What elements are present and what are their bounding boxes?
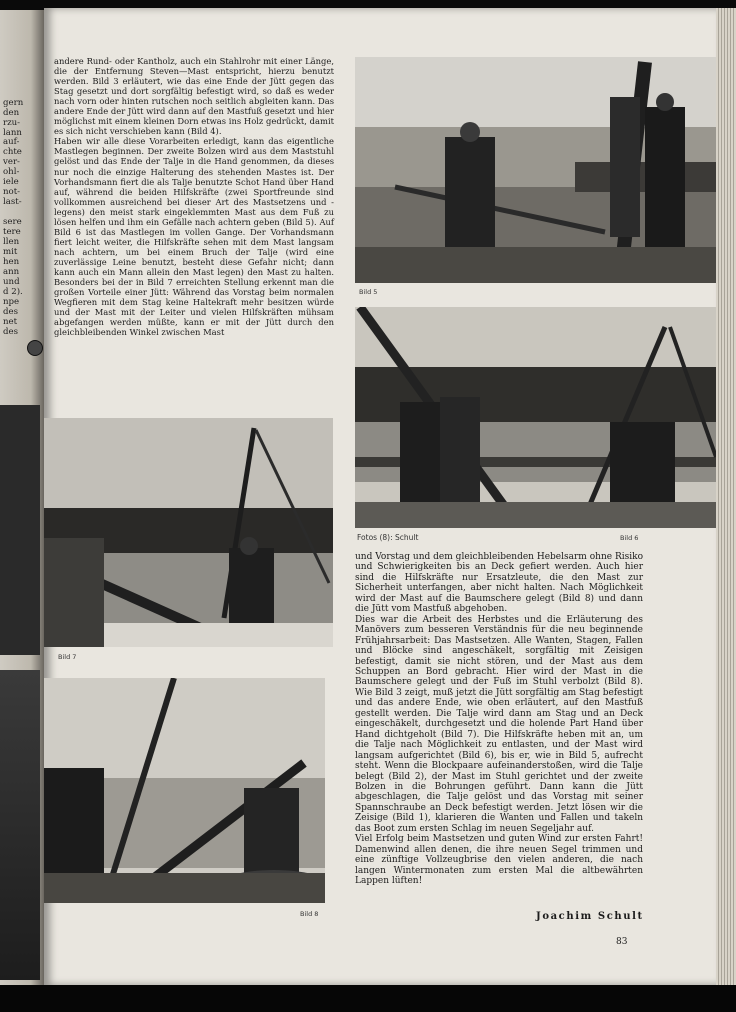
- paragraph: Haben wir alle diese Vorarbeiten erledigt, kann das eigentliche Mastlegen beginnen. Der zweite Bolzen wird aus dem Maststuhl gelöst und das Ende der Talje in die Hand genommen, da dieses nur noch die einzige Halterung des stehenden Mastes ist. Der Vorhandsmann fiert die als Talje benutzte Schot Hand über Hand auf, während die beiden Hilfskräfte (zwei Sportfreunde sind vollkommen ausreichend bei dieser Art des Mastsetzens und -legens) den meist stark eingeklemmten Mast aus dem Fuß zu lösen helfen und ihm ein Gefälle nach achtern geben (Bild 5). Auf Bild 6 ist das Mastlegen im vollen Gange. Der Vorhandsmann fiert leicht weiter, die Hilfskräfte sehen mit dem Mast langsam nach achtern, um bei einem Bruch der Talje (wird eine zuverlässige Leine benutzt, besteht diese Gefahr nicht; dann kann auch ein Mann allein den Mast legen) den Mast zu halten. Besonders bei der in Bild 7 erreichten Stellung erkennt man die großen Vorteile einer Jütt: Während das Vorstag beim normalen Wegfieren mit dem Stag keine Haltekraft mehr besitzen würde und der Mast mit der Leiter und vielen Hilfskräften mühsam abgefangen werden müßte, kann er mit der Jütt durch den gleichbleibenden Winkel zwischen Mast: [54, 136, 334, 338]
- photo-bild-5: [355, 57, 716, 283]
- left-page-photo-lower: [0, 670, 40, 980]
- left-page-text-fragment: lann: [3, 128, 22, 138]
- paragraph: und Vorstag und dem gleichbleibenden Hebelsarm ohne Risiko und Schwierigkeiten bis an Deck gefiert werden. Auch hier sind die Hilfskräfte nur Ersatzleute, die den Mast zur Sicherheit unterfangen, aber nicht halten. Nach Möglichkeit wird der Mast auf die Baumschere gelegt (Bild 8) und dann die Jütt vom Mastfuß abgehoben.: [355, 552, 643, 615]
- left-page-photo: [0, 405, 40, 655]
- left-page-text-fragment: llen: [3, 237, 20, 247]
- caption-bild-6: Bild 6: [620, 534, 639, 542]
- left-page-text-fragment: gern: [3, 98, 24, 108]
- left-page-text-fragment: net: [3, 317, 18, 327]
- left-page-text-fragment: ver-: [3, 157, 20, 167]
- left-page-text-fragment: mit: [3, 247, 18, 257]
- left-page-text-fragment: tere: [3, 227, 21, 237]
- left-page-text-fragment: des: [3, 307, 18, 317]
- left-page-text-fragment: iele: [3, 177, 19, 187]
- photo-bild-6: [355, 307, 716, 528]
- page-stack-edge: [716, 8, 736, 985]
- caption-bild-5: Bild 5: [359, 288, 378, 296]
- paragraph: Dies war die Arbeit des Herbstes und die Erläuterung des Manövers zum besseren Verständnis für die neu beginnende Frühjahrsarbeit: Das Mastsetzen. Alle Wanten, Stagen, Fallen und Blöcke sind angeschäkelt, sorgfältig mit Zeisigen befestigt, damit sie nicht stören, und der Mast aus dem Schuppen an Bord gebracht. Hier wird der Mast in die Baumschere gelegt und der Fuß im Stuhl verbolzt (Bild 8). Wie Bild 3 zeigt, muß jetzt die Jütt sorgfältig am Stag befestigt und das andere Ende, wie oben erläutert, auf den Mastfuß gestellt werden. Die Talje wird dann am Stag und an Deck eingeschäkelt, durchgesetzt und die holende Part Hand über Hand dichtgeholt (Bild 7). Die Hilfskräfte heben mit an, um die Talje nach Möglichkeit zu entlasten, und der Mast wird langsam aufgerichtet (Bild 6), bis er, wie in Bild 5, aufrecht steht. Wenn die Blockpaare aufeinanderstoßen, wird die Talje belegt (Bild 2), der Mast im Stuhl gerichtet und der zweite Bolzen in die Bohrungen geführt. Dann kann die Jütt abgeschlagen, die Talje gelöst und das Vorstag mit seiner Spannschraube an Deck befestigt werden. Jetzt lösen wir die Zeisige (Bild 1), klarieren die Wanten und Fallen und takeln das Boot zum ersten Schlag im neuen Segeljahr auf.: [355, 614, 643, 834]
- left-page-text-fragment: des: [3, 327, 18, 337]
- binding-hole: [27, 340, 43, 356]
- caption-bild-7: Bild 7: [58, 653, 77, 661]
- paragraph: andere Rund- oder Kantholz, auch ein Stahlrohr mit einer Länge, die der Entfernung Steven—Mast entspricht, hierzu benutzt werden. Bild 3 erläutert, wie das eine Ende der Jütt gegen das Stag gesetzt und dort sorgfältig befestigt wird, so daß es weder nach vorn oder hinten rutschen noch seitlich abgleiten kann. Das andere Ende der Jütt wird dann auf den Mastfuß gesetzt und hier möglichst mit einem kleinen Dorn etwas ins Holz gedrückt, damit es sich nicht verschieben kann (Bild 4).: [54, 56, 334, 137]
- paragraph: Viel Erfolg beim Mastsetzen und guten Wind zur ersten Fahrt! Damenwind allen denen, die ihre neuen Segel trimmen und eine zünftige Vollzeugbrise den vielen anderen, die nach langen Wintermonaten zum ersten Mal die altbewährten Lappen lüften!: [355, 834, 643, 887]
- left-page-text-fragment: sere: [3, 217, 22, 227]
- left-page-text-fragment: d 2).: [3, 287, 23, 297]
- caption-photo-credit: Fotos (8): Schult: [357, 533, 419, 542]
- left-page-text-fragment: den: [3, 108, 20, 118]
- left-page-text-fragment: und: [3, 277, 20, 287]
- left-page-text-fragment: rzu-: [3, 118, 21, 128]
- left-page-text-fragment: not-: [3, 187, 21, 197]
- left-page-text-fragment: ann: [3, 267, 20, 277]
- left-page-text-fragment: ohl-: [3, 167, 20, 177]
- author-signature: Joachim Schult: [536, 911, 644, 922]
- left-page-edge: [0, 10, 44, 985]
- left-page-text-fragment: auf-: [3, 137, 20, 147]
- left-page-text-fragment: npe: [3, 297, 20, 307]
- left-page-text-fragment: chte: [3, 147, 22, 157]
- text-column-left: [54, 56, 334, 337]
- caption-bild-8: Bild 8: [300, 910, 319, 918]
- text-column-right: [355, 552, 643, 887]
- photo-bild-8: [44, 678, 325, 903]
- left-page-text-fragment: last-: [3, 197, 22, 207]
- left-page-text-fragment: hen: [3, 257, 20, 267]
- scan-border-bottom: [0, 985, 736, 1012]
- photo-bild-7: [44, 418, 333, 647]
- page-number: 83: [616, 937, 628, 947]
